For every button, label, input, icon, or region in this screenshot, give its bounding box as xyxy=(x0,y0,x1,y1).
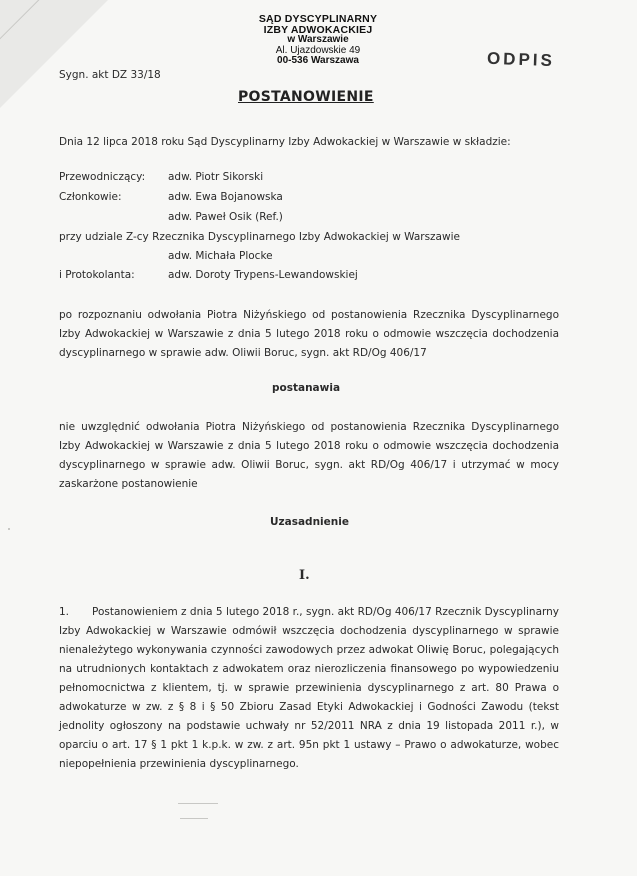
paragraph-1-number: 1. xyxy=(59,606,70,618)
document-title: POSTANOWIENIE xyxy=(238,89,374,105)
folded-corner xyxy=(0,0,108,108)
clerk-label: i Protokolanta: xyxy=(59,269,135,281)
stamp-line-3: w Warszawie xyxy=(287,34,349,45)
scan-noise xyxy=(180,818,208,819)
stamp-line-1: SĄD DYSCYPLINARNY xyxy=(258,13,378,25)
chair-label: Przewodniczący: xyxy=(59,171,146,183)
intro-line: Dnia 12 lipca 2018 roku Sąd Dyscyplinarny Izby Adwokackiej w Warszawie w składzie: xyxy=(59,136,511,148)
member-1-name: adw. Ewa Bojanowska xyxy=(168,191,283,203)
consideration-paragraph: po rozpoznaniu odwołania Piotra Niżyńskiego od postanowienia Rzecznika Dyscyplinarnego Izby Adwokackiej w Warszawie z dnia 5 lutego 2018 roku o odmowie wszczęcia dochodzenia dyscyplinarnego w sprawie adw. Oliwii Boruc, sygn. akt RD/Og 406/17 xyxy=(59,309,559,359)
court-stamp xyxy=(238,14,398,67)
section-numeral: I. xyxy=(299,568,310,583)
justification-heading: Uzasadnienie xyxy=(270,516,349,528)
paragraph-1: Postanowieniem z dnia 5 lutego 2018 r., sygn. akt RD/Og 406/17 Rzecznik Dyscyplinarny Izby Adwokackiej w Warszawie odmówił wszczęcia dochodzenia dyscyplinarnego w sprawie nienależytego wykonywania czynności zawodowych przez adwokat Oliwię Boruc, polegających na utrudnionych kontaktach z adwokatem oraz nierozliczenia finansowego po wypowiedzeniu pełnomocnictwa z klientem, tj. w sprawie przewinienia dyscyplinarnego z art. 80 Prawa o adwokaturze w zw. z § 8 i § 50 Zbioru Zasad Etyki Adwokackiej i Godności Zawodu (tekst jednolity ogłoszony na podstawie uchwały nr 52/2011 NRA z dnia 19 listopada 2011 r.), w oparciu o art. 17 § 1 pkt 1 k.p.k. w zw. z art. 95n pkt 1 ustawy – Prawo o adwokaturze, wobec niepopełnienia przewinienia dyscyplinarnego. xyxy=(59,606,559,770)
members-label: Członkowie: xyxy=(59,191,122,203)
case-reference: Sygn. akt DZ 33/18 xyxy=(59,69,161,81)
clerk-name: adw. Doroty Trypens-Lewandowskiej xyxy=(168,269,358,281)
stamp-line-5: 00-536 Warszawa xyxy=(277,55,359,66)
member-2-name: adw. Paweł Osik (Ref.) xyxy=(168,211,283,223)
stamp-line-4: Al. Ujazdowskie 49 xyxy=(275,44,361,56)
odpis-stamp: ODPIS xyxy=(486,48,556,71)
decision-paragraph: nie uwzględnić odwołania Piotra Niżyńskiego od postanowienia Rzecznika Dyscyplinarnego Izby Adwokackiej w Warszawie z dnia 5 lutego 2018 roku o odmowie wszczęcia dochodzenia dyscyplinarnego w sprawie adw. Oliwii Boruc, sygn. akt RD/Og 406/17 i utrzymać w mocy zaskarżone postanowienie xyxy=(59,421,559,490)
scan-noise xyxy=(178,803,218,804)
scan-noise xyxy=(8,528,10,530)
chair-name: adw. Piotr Sikorski xyxy=(168,171,264,183)
prosecutor-line: przy udziale Z-cy Rzecznika Dyscyplinarnego Izby Adwokackiej w Warszawie xyxy=(59,231,460,243)
prosecutor-name: adw. Michała Plocke xyxy=(168,250,273,262)
stamp-line-2: IZBY ADWOKACKIEJ xyxy=(263,23,373,36)
decides-heading: postanawia xyxy=(272,382,341,394)
